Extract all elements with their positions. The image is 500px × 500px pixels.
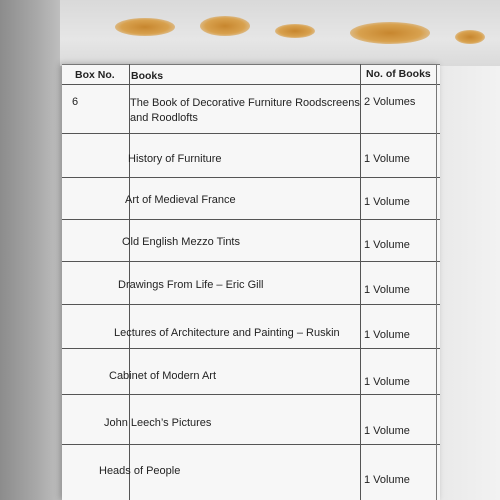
row-divider xyxy=(62,177,440,178)
column-divider-count xyxy=(360,64,361,500)
book-title: Drawings From Life – Eric Gill xyxy=(118,279,264,291)
volume-count: 1 Volume xyxy=(364,376,410,388)
volume-count: 1 Volume xyxy=(364,239,410,251)
volume-count: 1 Volume xyxy=(364,425,410,437)
volume-count: 1 Volume xyxy=(364,284,410,296)
header-count: No. of Books xyxy=(366,68,431,80)
row-divider xyxy=(62,261,440,262)
book-title: History of Furniture xyxy=(128,153,222,165)
background-left xyxy=(0,0,66,500)
stain-mark xyxy=(350,22,430,44)
stain-mark xyxy=(275,24,315,38)
header-divider xyxy=(62,84,440,85)
book-title: Art of Medieval France xyxy=(125,194,236,206)
book-title: Heads of People xyxy=(99,465,181,477)
header-books: Books xyxy=(131,70,164,82)
book-title: The Book of Decorative Furniture Roodscreens xyxy=(130,97,360,109)
volume-count: 2 Volumes xyxy=(364,96,416,108)
row-divider xyxy=(62,219,440,220)
row-divider xyxy=(62,304,440,305)
stain-mark xyxy=(455,30,485,44)
table-border-right xyxy=(436,64,437,500)
table-border-top xyxy=(62,64,440,65)
box-number: 6 xyxy=(72,96,79,108)
row-divider xyxy=(62,444,440,445)
stain-mark xyxy=(200,16,250,36)
book-title: John Leech’s Pictures xyxy=(104,417,212,429)
row-divider xyxy=(62,394,440,395)
stain-mark xyxy=(115,18,175,36)
book-title-line2: and Roodlofts xyxy=(130,112,198,124)
book-title: Old English Mezzo Tints xyxy=(122,236,240,248)
volume-count: 1 Volume xyxy=(364,329,410,341)
row-divider xyxy=(62,133,440,134)
row-divider xyxy=(62,348,440,349)
book-title: Cabinet of Modern Art xyxy=(109,370,217,382)
volume-count: 1 Volume xyxy=(364,196,410,208)
background-right xyxy=(436,0,500,500)
book-title: Lectures of Architecture and Painting – Ruskin xyxy=(114,327,340,339)
volume-count: 1 Volume xyxy=(364,153,410,165)
header-box-no: Box No. xyxy=(75,69,115,81)
volume-count: 1 Volume xyxy=(364,474,410,486)
underlying-paper xyxy=(60,0,500,66)
document-sheet xyxy=(62,64,440,500)
